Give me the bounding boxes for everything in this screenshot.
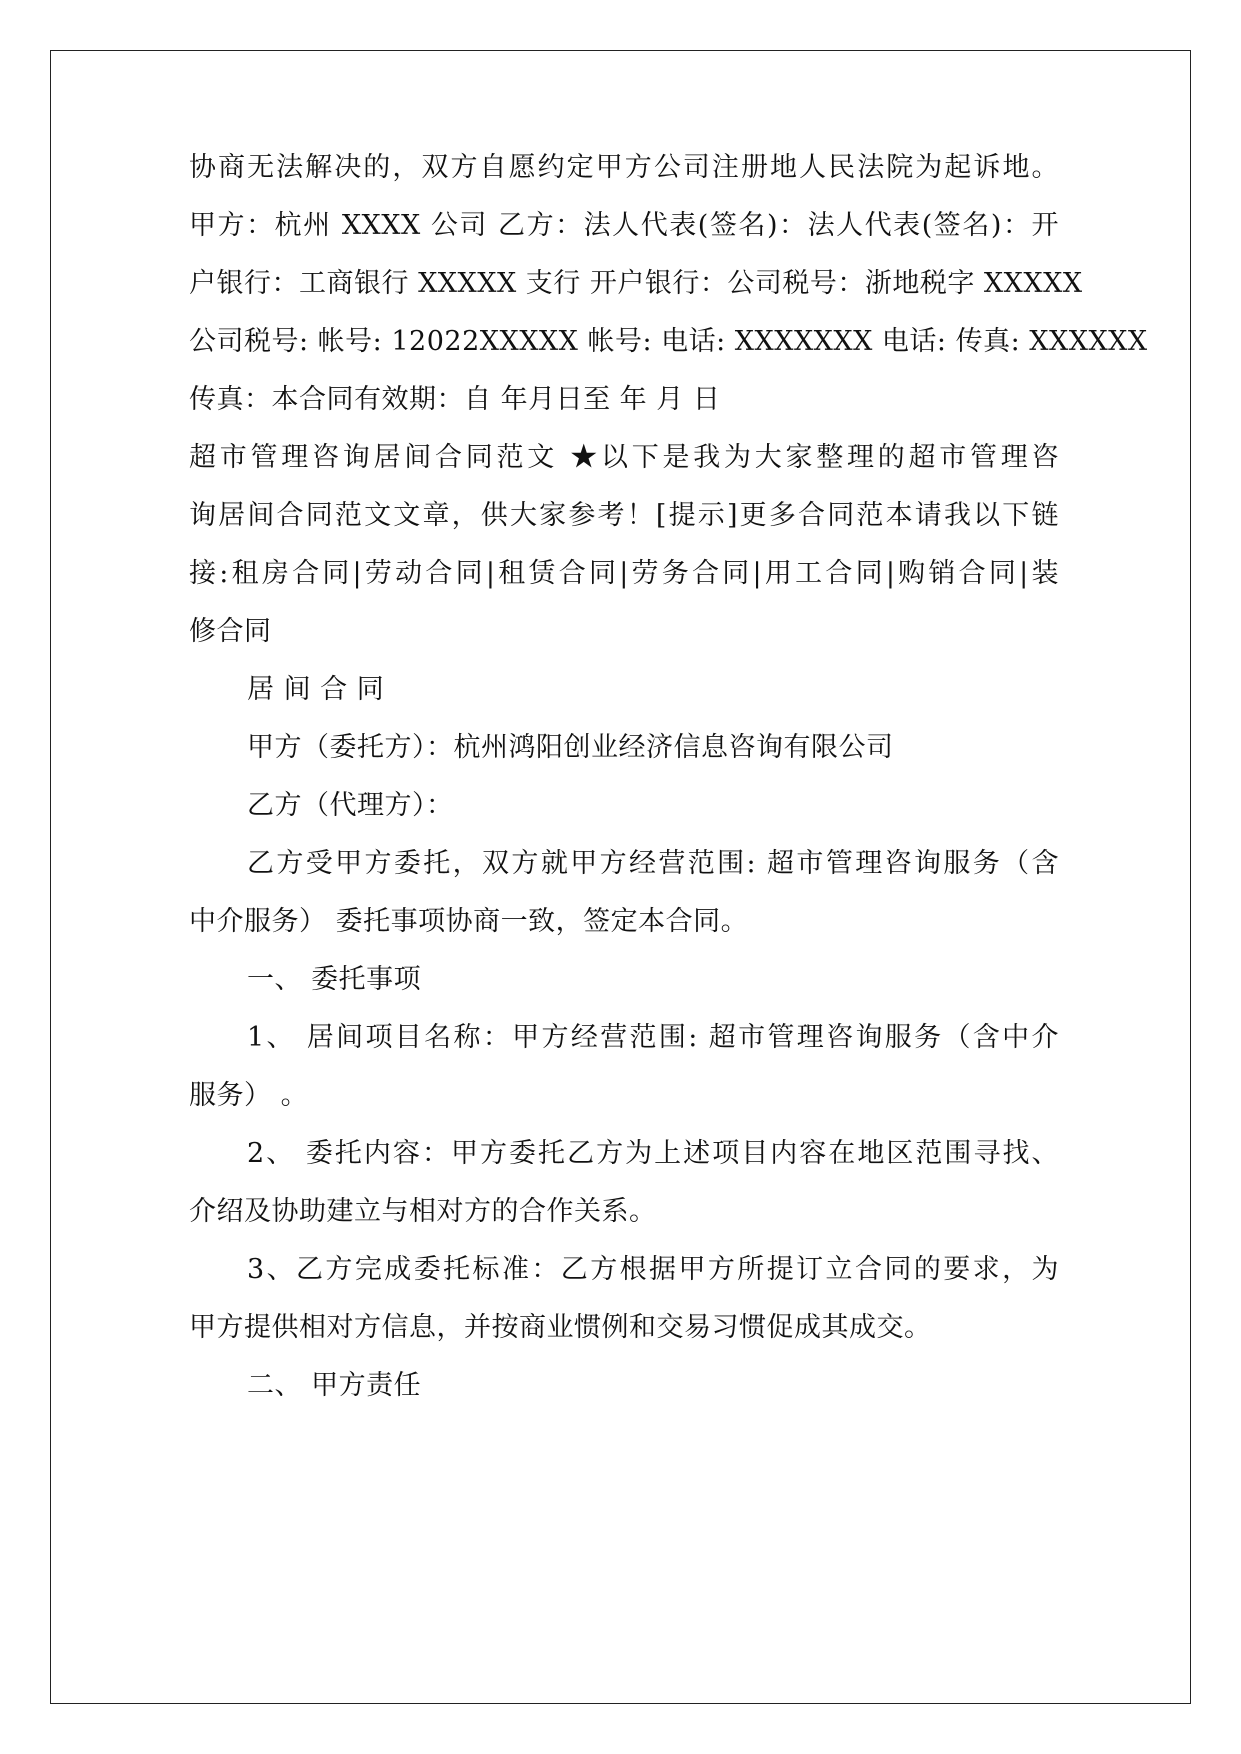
text-line: 修合同 (189, 616, 272, 647)
text-line: 乙方受甲方委托，双方就甲方经营范围: 超市管理咨询服务（含 (247, 848, 1059, 879)
text-line: 协商无法解决的，双方自愿约定甲方公司注册地人民法院为起诉地。 (189, 152, 1059, 183)
text-line: 公司税号: 帐号: 12022XXXXX 帐号: 电话: XXXXXXX 电话: 传真: XXXXXX (189, 326, 1148, 357)
party-b-line: 乙方（代理方）： (247, 790, 454, 821)
text-line: 2、 委托内容：甲方委托乙方为上述项目内容在地区范围寻找、 (247, 1138, 1059, 1169)
text-line: 甲方提供相对方信息，并按商业惯例和交易习惯促成其成交。 (189, 1312, 932, 1343)
text-line: 接:租房合同|劳动合同|租赁合同|劳务合同|用工合同|购销合同|装 (189, 558, 1059, 589)
contract-heading: 居 间 合 同 (247, 674, 385, 705)
text-line: 3、乙方完成委托标准：乙方根据甲方所提订立合同的要求，为 (247, 1254, 1059, 1285)
text-line: 户银行：工商银行 XXXXX 支行 开户银行：公司税号：浙地税字 XXXXX (189, 268, 1083, 299)
text-line: 传真：本合同有效期：自 年月日至 年 月 日 (189, 384, 721, 415)
text-line: 甲方：杭州 XXXX 公司 乙方：法人代表(签名)：法人代表(签名)：开 (189, 210, 1059, 241)
section-heading: 一、 委托事项 (247, 964, 422, 995)
text-line: 中介服务） 委托事项协商一致，签定本合同。 (189, 906, 749, 937)
text-line: 介绍及协助建立与相对方的合作关系。 (189, 1196, 657, 1227)
text-line: 询居间合同范文文章，供大家参考！[提示]更多合同范本请我以下链 (189, 500, 1059, 531)
section-heading: 二、 甲方责任 (247, 1370, 422, 1401)
text-line: 超市管理咨询居间合同范文 ★以下是我为大家整理的超市管理咨 (189, 442, 1059, 473)
text-line: 服务） 。 (189, 1080, 309, 1111)
text-line: 1、 居间项目名称：甲方经营范围: 超市管理咨询服务（含中介 (247, 1022, 1059, 1053)
party-a-line: 甲方（委托方）：杭州鸿阳创业经济信息咨询有限公司 (247, 732, 894, 763)
